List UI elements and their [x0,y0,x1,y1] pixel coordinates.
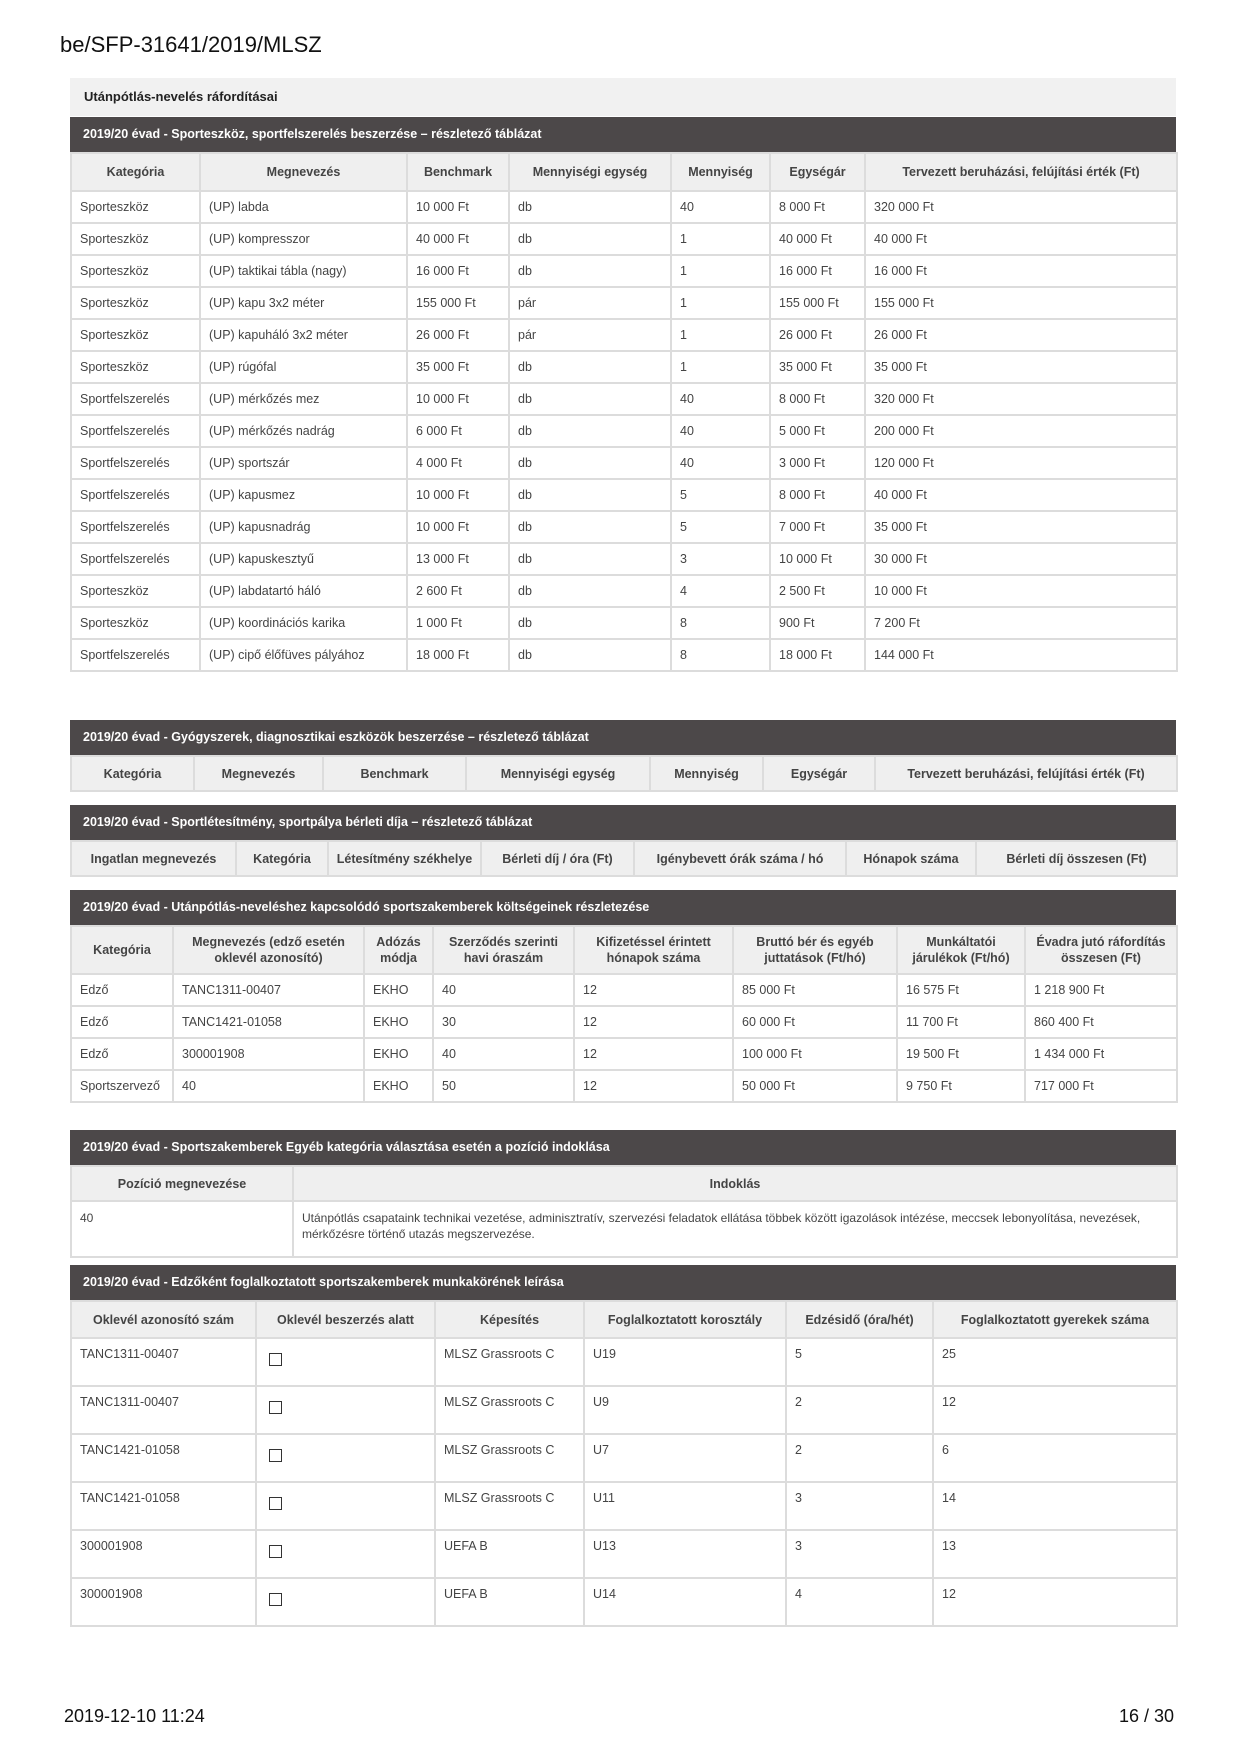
table-header-row [71,1301,1177,1338]
column-header: Tervezett beruházási, felújítási érték (Ft) [875,756,1177,791]
table-cell: 300001908 [71,1530,256,1578]
table-cell: (UP) rúgófal [200,351,407,383]
table-cell: Sporteszköz [71,575,200,607]
table-cell: EKHO [364,1006,433,1038]
table-cell: 9 750 Ft [897,1070,1025,1102]
table-cell: 12 [574,1006,733,1038]
column-header: Szerződés szerinti havi óraszám [433,926,574,974]
table-cell: 25 [933,1338,1177,1386]
table-cell: Sporteszköz [71,223,200,255]
table-row [71,191,1177,223]
table-cell: 2 [786,1386,933,1434]
column-header: Képesítés [435,1301,584,1338]
staff-costs-table-body [71,974,1177,1102]
column-header: Bérleti díj / óra (Ft) [481,841,634,876]
table-cell: db [509,607,671,639]
page-number: 16 / 30 [1118,1706,1174,1726]
table-row [71,607,1177,639]
table-cell: 8 [671,607,770,639]
table-cell: db [509,511,671,543]
position-section [70,1130,1176,1258]
section-title: Utánpótlás-nevelés ráfordításai [70,78,1176,116]
table-cell: 1 [671,351,770,383]
table-cell: 10 000 Ft [865,575,1177,607]
table-row [71,543,1177,575]
table-cell: 6 [933,1434,1177,1482]
table-cell: 40 [433,974,574,1006]
table-cell: Sporteszköz [71,607,200,639]
table-cell: pár [509,319,671,351]
table-row [71,479,1177,511]
column-header: Létesítmény székhelye [328,841,481,876]
table-cell: 10 000 Ft [407,191,509,223]
table-cell: 40 [671,415,770,447]
column-header: Hónapok száma [846,841,976,876]
table-row [71,319,1177,351]
table-cell [256,1578,435,1626]
facility-table [70,840,1178,877]
table-cell: MLSZ Grassroots C [435,1434,584,1482]
table-cell: db [509,447,671,479]
table-cell: 16 575 Ft [897,974,1025,1006]
table-header-row [71,841,1177,876]
table-cell: (UP) kapuskesztyű [200,543,407,575]
table-cell: 12 [574,1070,733,1102]
table-cell: (UP) mérkőzés nadrág [200,415,407,447]
table-cell: 4 [671,575,770,607]
column-header: Pozíció megnevezése [71,1166,293,1201]
column-header: Adózás módja [364,926,433,974]
column-header: Megnevezés (edző esetén oklevél azonosító) [173,926,364,974]
table-cell: Sportfelszerelés [71,543,200,575]
medicine-table-title: 2019/20 évad - Gyógyszerek, diagnosztikai eszközök beszerzése – részletező táblázat [70,720,1176,755]
column-header: Oklevél beszerzés alatt [256,1301,435,1338]
table-cell: 4 [786,1578,933,1626]
document-id: be/SFP-31641/2019/MLSZ [60,32,322,57]
table-cell: 16 000 Ft [407,255,509,287]
table-cell: TANC1421-01058 [71,1434,256,1482]
table-row [71,447,1177,479]
table-cell: MLSZ Grassroots C [435,1386,584,1434]
table-cell: Sporteszköz [71,255,200,287]
table-cell [256,1386,435,1434]
table-cell: 300001908 [71,1578,256,1626]
table-cell: EKHO [364,974,433,1006]
table-cell: U11 [584,1482,786,1530]
table-cell: 12 [574,1038,733,1070]
table-cell: 40 [671,383,770,415]
table-cell: 18 000 Ft [770,639,865,671]
table-row [71,1038,1177,1070]
table-row [71,639,1177,671]
table-row [71,1434,1177,1482]
table-cell: 3 [671,543,770,575]
table-cell: (UP) kapusnadrág [200,511,407,543]
table-cell: 85 000 Ft [733,974,897,1006]
column-header: Edzésidő (óra/hét) [786,1301,933,1338]
table-cell: 40 [671,447,770,479]
table-cell: db [509,351,671,383]
table-cell: Sportfelszerelés [71,511,200,543]
table-cell: 35 000 Ft [407,351,509,383]
checkbox[interactable] [269,1353,282,1366]
table-cell: (UP) cipő élőfüves pályához [200,639,407,671]
table-cell: (UP) labdatartó háló [200,575,407,607]
table-cell: db [509,255,671,287]
column-header: Igénybevett órák száma / hó [634,841,846,876]
column-header: Kategória [71,756,194,791]
table-row [71,974,1177,1006]
table-cell: (UP) labda [200,191,407,223]
position-table [70,1165,1178,1258]
column-header: Benchmark [407,153,509,191]
column-header: Egységár [763,756,875,791]
table-cell: 19 500 Ft [897,1038,1025,1070]
table-cell: 3 [786,1530,933,1578]
table-row [71,511,1177,543]
table-cell: 1 [671,255,770,287]
table-cell: 3 [786,1482,933,1530]
column-header: Kategória [71,153,200,191]
column-header: Megnevezés [194,756,323,791]
column-header: Mennyiségi egység [466,756,650,791]
table-cell: (UP) kompresszor [200,223,407,255]
table-cell: U7 [584,1434,786,1482]
column-header: Ingatlan megnevezés [71,841,236,876]
table-cell: 40 000 Ft [407,223,509,255]
table-cell: 1 [671,319,770,351]
column-header: Kifizetéssel érintett hónapok száma [574,926,733,974]
table-cell: 100 000 Ft [733,1038,897,1070]
table-cell: 50 000 Ft [733,1070,897,1102]
table-row [71,287,1177,319]
coaches-table-title: 2019/20 évad - Edzőként foglalkoztatott sportszakemberek munkakörének leírása [70,1265,1176,1300]
table-cell: U9 [584,1386,786,1434]
table-header-row [71,1166,1177,1201]
table-cell: Sportfelszerelés [71,415,200,447]
table-cell: 5 000 Ft [770,415,865,447]
table-cell: Sporteszköz [71,191,200,223]
table-cell: 8 000 Ft [770,479,865,511]
column-header: Bérleti díj összesen (Ft) [976,841,1177,876]
column-header: Bruttó bér és egyéb juttatások (Ft/hó) [733,926,897,974]
table-row [71,223,1177,255]
table-cell: 35 000 Ft [770,351,865,383]
table-cell: 16 000 Ft [770,255,865,287]
table-cell: db [509,479,671,511]
table-cell: pár [509,287,671,319]
table-cell: Sportfelszerelés [71,447,200,479]
table-cell: 5 [671,511,770,543]
table-cell: db [509,415,671,447]
table-cell: (UP) sportszár [200,447,407,479]
table-cell: 200 000 Ft [865,415,1177,447]
facility-table-title: 2019/20 évad - Sportlétesítmény, sportpálya bérleti díja – részletező táblázat [70,805,1176,840]
table-cell: Sporteszköz [71,287,200,319]
table-cell: 155 000 Ft [770,287,865,319]
table-cell: 900 Ft [770,607,865,639]
table-cell: Sportszervező [71,1070,173,1102]
column-header: Tervezett beruházási, felújítási érték (Ft) [865,153,1177,191]
table-cell: 6 000 Ft [407,415,509,447]
table-cell [256,1338,435,1386]
table-cell: 26 000 Ft [770,319,865,351]
table-cell: 7 200 Ft [865,607,1177,639]
table-cell: 3 000 Ft [770,447,865,479]
table-cell: EKHO [364,1038,433,1070]
checkbox[interactable] [269,1593,282,1606]
table-cell: 4 000 Ft [407,447,509,479]
column-header: Foglalkoztatott korosztály [584,1301,786,1338]
table-cell: 10 000 Ft [407,383,509,415]
table-cell: 40 000 Ft [865,223,1177,255]
table-cell: (UP) kapusmez [200,479,407,511]
checkbox[interactable] [269,1497,282,1510]
table-row [71,1578,1177,1626]
table-cell: MLSZ Grassroots C [435,1338,584,1386]
table-cell: 5 [786,1338,933,1386]
table-cell: db [509,543,671,575]
coaches-table-body [71,1338,1177,1626]
medicine-table [70,755,1178,792]
table-cell: 40 [173,1070,364,1102]
table-cell: 40 [671,191,770,223]
coaches-section [70,1265,1176,1627]
table-cell: db [509,383,671,415]
table-cell: MLSZ Grassroots C [435,1482,584,1530]
checkbox[interactable] [269,1401,282,1414]
facility-section [70,805,1176,877]
table-cell: 10 000 Ft [407,479,509,511]
table-cell [256,1530,435,1578]
table-cell: 13 000 Ft [407,543,509,575]
column-header: Oklevél azonosító szám [71,1301,256,1338]
table-cell: 35 000 Ft [865,511,1177,543]
column-header: Benchmark [323,756,466,791]
column-header: Mennyiségi egység [509,153,671,191]
table-cell: 300001908 [173,1038,364,1070]
table-cell: Edző [71,974,173,1006]
checkbox[interactable] [269,1545,282,1558]
table-cell: TANC1311-00407 [173,974,364,1006]
table-cell: 60 000 Ft [733,1006,897,1038]
table-cell: 155 000 Ft [865,287,1177,319]
table-cell: 144 000 Ft [865,639,1177,671]
table-cell: 2 500 Ft [770,575,865,607]
table-cell: Utánpótlás csapataink technikai vezetése, adminisztratív, szervezési feladatok ellátása többek között igazolások intézése, meccsek lebonyolítása, nevezések, mérkőzésre történő utazás megszervezése. [293,1201,1177,1257]
table-cell: 40 [433,1038,574,1070]
column-header: Évadra jutó ráfordítás összesen (Ft) [1025,926,1177,974]
table-cell: 717 000 Ft [1025,1070,1177,1102]
column-header: Munkáltatói járulékok (Ft/hó) [897,926,1025,974]
table-cell: 12 [933,1386,1177,1434]
table-cell: 13 [933,1530,1177,1578]
staff-costs-table-title: 2019/20 évad - Utánpótlás-neveléshez kapcsolódó sportszakemberek költségeinek részletezése [70,890,1176,925]
table-cell: Sporteszköz [71,351,200,383]
table-cell: 40 000 Ft [770,223,865,255]
table-cell: 155 000 Ft [407,287,509,319]
table-cell: 8 [671,639,770,671]
table-cell: 40 000 Ft [865,479,1177,511]
table-row [71,255,1177,287]
table-cell: TANC1421-01058 [173,1006,364,1038]
table-cell: Edző [71,1038,173,1070]
table-cell: 18 000 Ft [407,639,509,671]
table-cell: (UP) kapu 3x2 méter [200,287,407,319]
table-cell: Sporteszköz [71,319,200,351]
footer-timestamp: 2019-12-10 11:24 [64,1706,205,1726]
column-header: Kategória [236,841,328,876]
table-cell: 8 000 Ft [770,191,865,223]
medicine-section [70,720,1176,792]
table-cell: db [509,575,671,607]
table-cell: 120 000 Ft [865,447,1177,479]
table-cell: TANC1311-00407 [71,1338,256,1386]
table-cell: Sportfelszerelés [71,639,200,671]
column-header: Mennyiség [671,153,770,191]
table-cell: 12 [574,974,733,1006]
table-cell: 30 000 Ft [865,543,1177,575]
table-cell: U19 [584,1338,786,1386]
table-cell: 5 [671,479,770,511]
table-row [71,1006,1177,1038]
table-row [71,351,1177,383]
table-row [71,1386,1177,1434]
table-cell: Sportfelszerelés [71,479,200,511]
table-cell: Sportfelszerelés [71,383,200,415]
staff-costs-table [70,925,1178,1103]
table-cell: UEFA B [435,1530,584,1578]
table-row [71,1201,1177,1257]
table-row [71,575,1177,607]
table-cell: 1 [671,287,770,319]
table-cell: 50 [433,1070,574,1102]
table-cell: 40 [71,1201,293,1257]
column-header: Egységár [770,153,865,191]
table-row [71,1482,1177,1530]
table-cell: 10 000 Ft [407,511,509,543]
table-row [71,383,1177,415]
table-cell: TANC1311-00407 [71,1386,256,1434]
table-cell: 26 000 Ft [407,319,509,351]
table-cell: 12 [933,1578,1177,1626]
table-cell: 26 000 Ft [865,319,1177,351]
table-cell: 1 000 Ft [407,607,509,639]
column-header: Megnevezés [200,153,407,191]
table-cell: (UP) koordinációs karika [200,607,407,639]
table-cell: TANC1421-01058 [71,1482,256,1530]
table-cell: 35 000 Ft [865,351,1177,383]
table-cell [256,1434,435,1482]
table-cell: 16 000 Ft [865,255,1177,287]
table-cell: 320 000 Ft [865,383,1177,415]
column-header: Indoklás [293,1166,1177,1201]
table-cell: 11 700 Ft [897,1006,1025,1038]
column-header: Mennyiség [650,756,763,791]
table-cell [256,1482,435,1530]
table-cell: 14 [933,1482,1177,1530]
table-cell: (UP) kapuháló 3x2 méter [200,319,407,351]
equipment-section [70,117,1176,672]
table-cell: (UP) taktikai tábla (nagy) [200,255,407,287]
table-row [71,1530,1177,1578]
table-cell: 1 [671,223,770,255]
table-cell: U14 [584,1578,786,1626]
equipment-table-title: 2019/20 évad - Sporteszköz, sportfelszerelés beszerzése – részletező táblázat [70,117,1176,152]
equipment-table-body [71,191,1177,671]
table-cell: 1 434 000 Ft [1025,1038,1177,1070]
table-header-row [71,153,1177,191]
table-cell: U13 [584,1530,786,1578]
table-cell: (UP) mérkőzés mez [200,383,407,415]
table-cell: 1 218 900 Ft [1025,974,1177,1006]
table-cell: EKHO [364,1070,433,1102]
table-cell: db [509,223,671,255]
table-cell: UEFA B [435,1578,584,1626]
staff-costs-section [70,890,1176,1103]
equipment-table [70,152,1178,672]
column-header: Foglalkoztatott gyerekek száma [933,1301,1177,1338]
table-cell: 860 400 Ft [1025,1006,1177,1038]
table-cell: Edző [71,1006,173,1038]
table-cell: 2 [786,1434,933,1482]
table-cell: db [509,639,671,671]
column-header: Kategória [71,926,173,974]
table-header-row [71,756,1177,791]
coaches-table [70,1300,1178,1627]
table-row [71,1070,1177,1102]
table-header-row [71,926,1177,974]
position-table-title: 2019/20 évad - Sportszakemberek Egyéb kategória választása esetén a pozíció indoklása [70,1130,1176,1165]
table-cell: 30 [433,1006,574,1038]
table-row [71,415,1177,447]
checkbox[interactable] [269,1449,282,1462]
table-cell: 8 000 Ft [770,383,865,415]
table-cell: 320 000 Ft [865,191,1177,223]
table-cell: 7 000 Ft [770,511,865,543]
table-cell: 10 000 Ft [770,543,865,575]
table-cell: 2 600 Ft [407,575,509,607]
table-row [71,1338,1177,1386]
table-cell: db [509,191,671,223]
